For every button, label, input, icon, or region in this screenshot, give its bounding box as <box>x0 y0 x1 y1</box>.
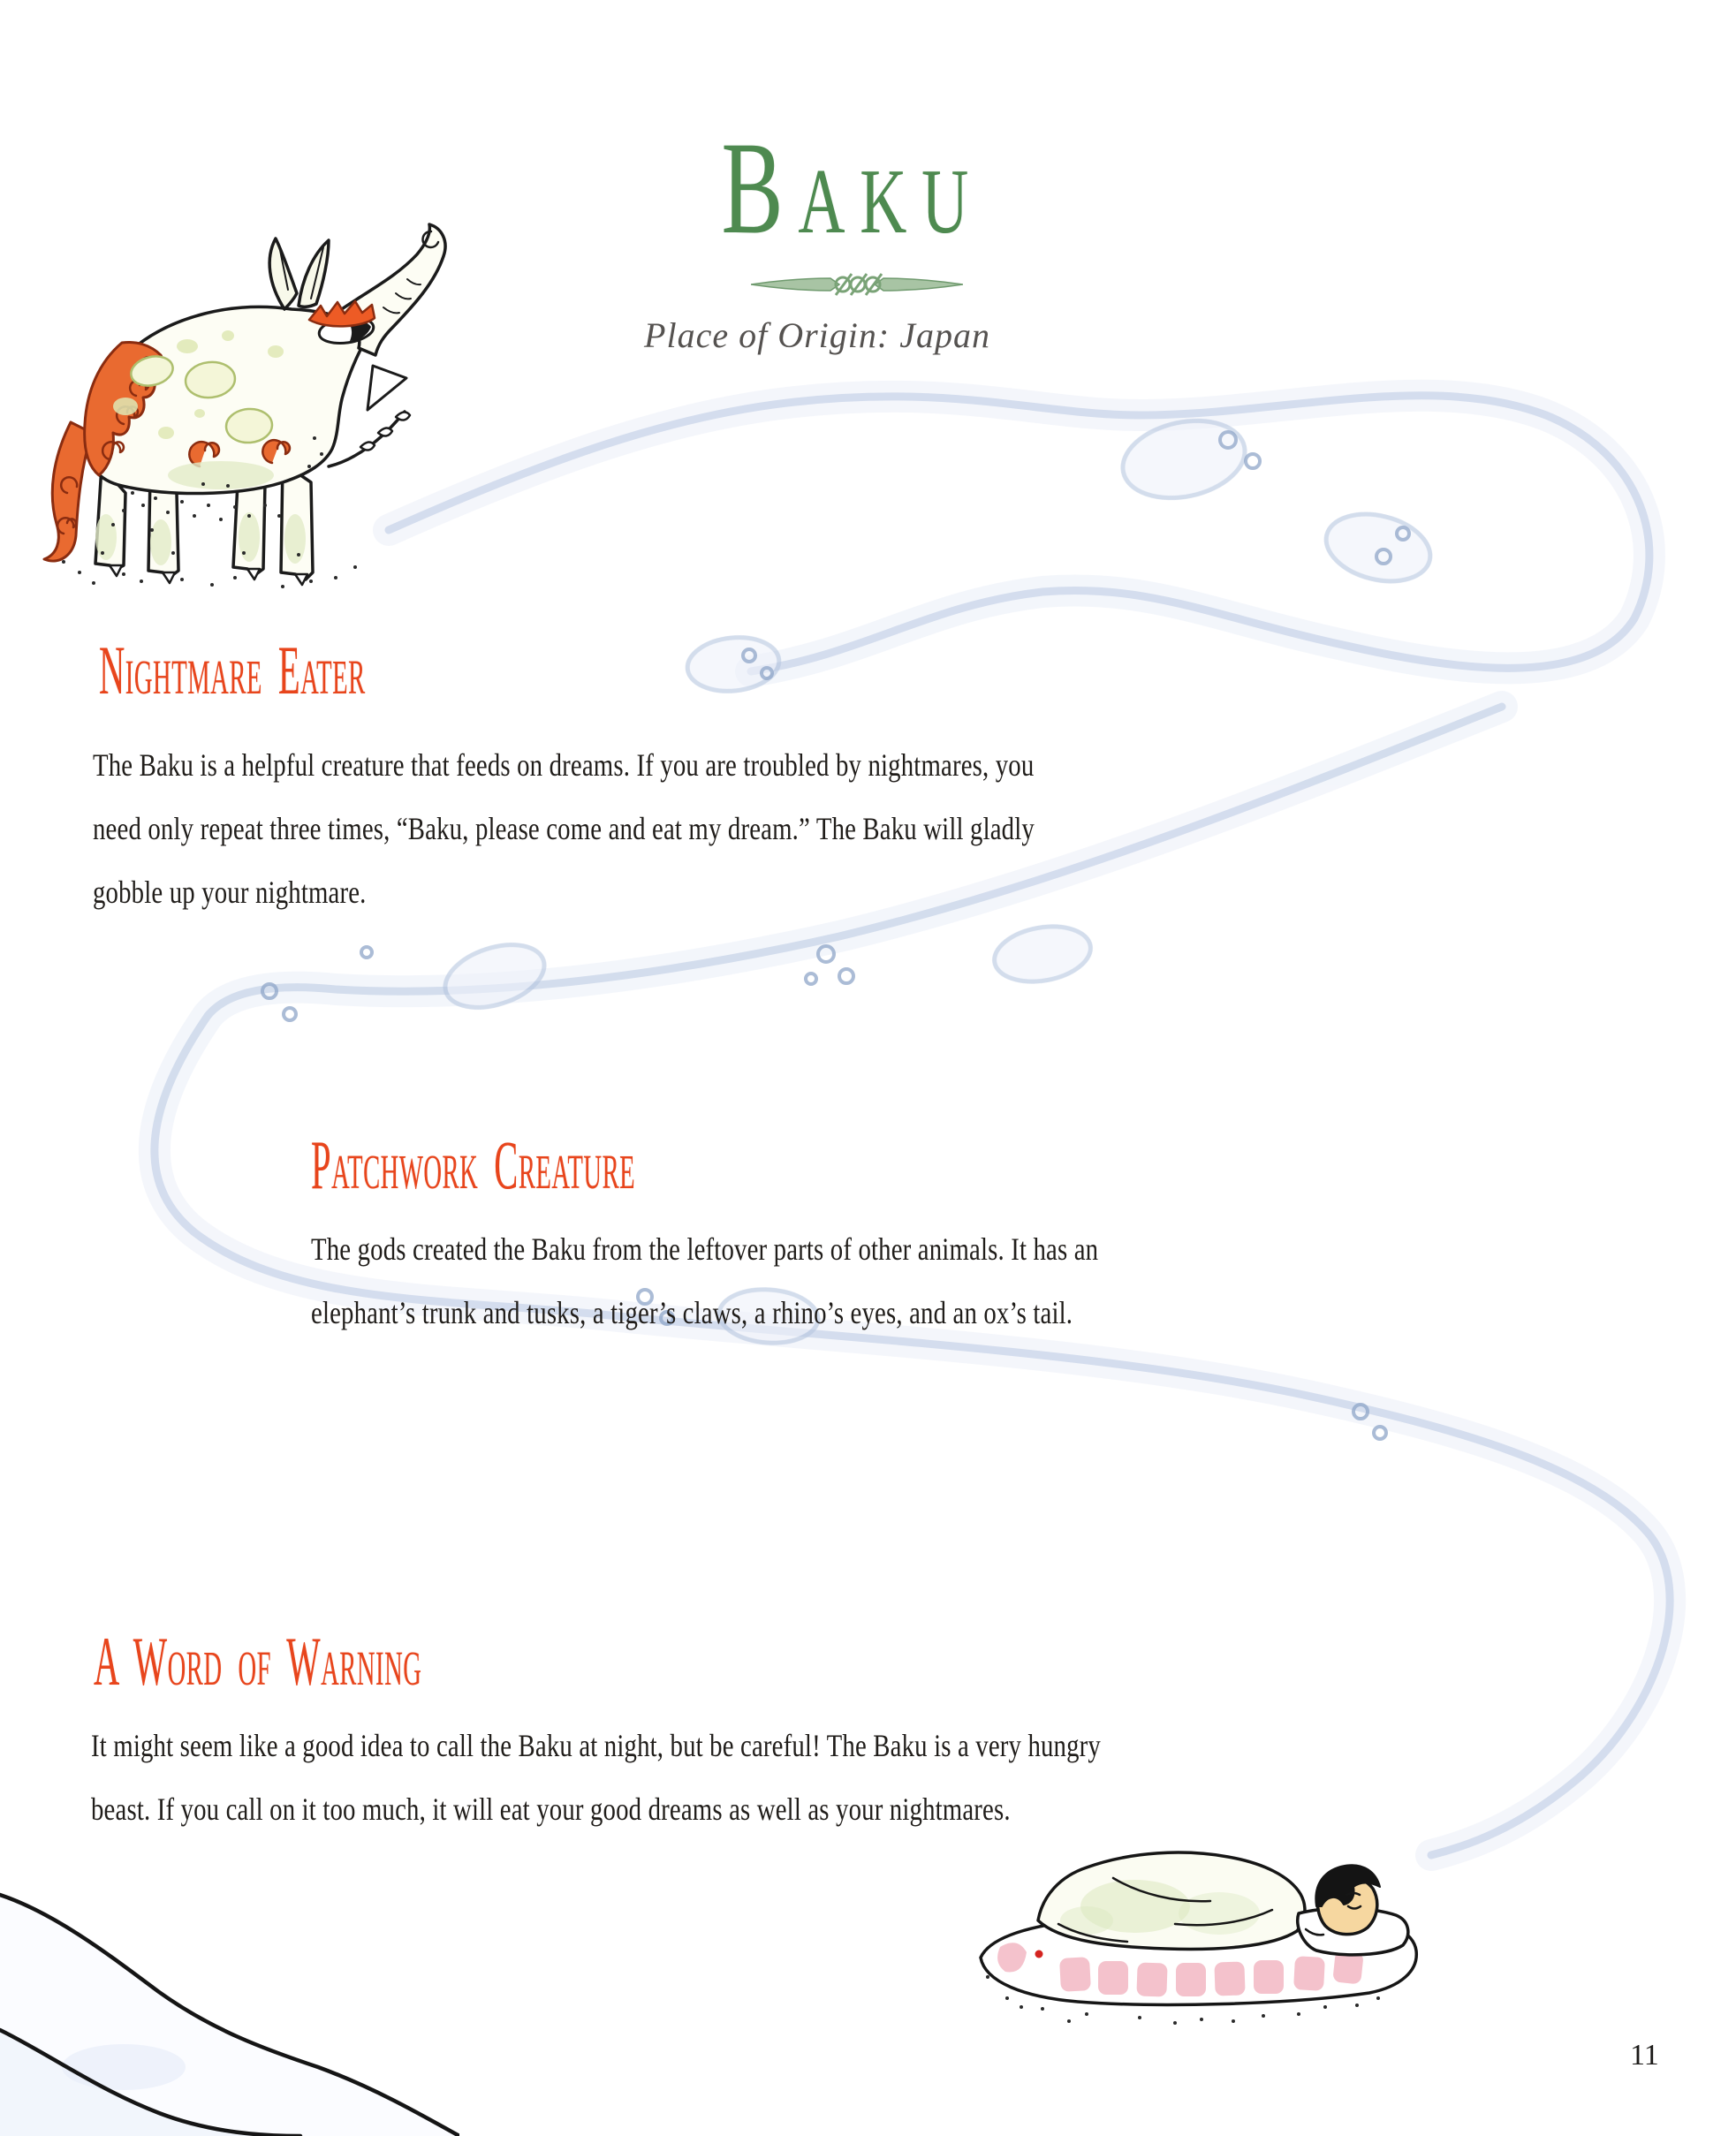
origin-block <box>0 314 1634 357</box>
section-heading: Patchwork Creature <box>311 1126 636 1203</box>
title-block <box>0 115 1705 261</box>
section-paragraph <box>311 1217 1098 1344</box>
section-paragraph <box>91 1714 1101 1841</box>
section-heading: A Word of Warning <box>94 1623 422 1700</box>
title-flourish-icon <box>751 267 963 302</box>
page-title: Baku <box>721 115 984 261</box>
paragraph-line: beast. If you call on it too much, it will eat your good dreams as well as your nightmares. <box>91 1791 1011 1827</box>
hill-illustration <box>0 1802 459 2136</box>
paragraph-line: It might seem like a good idea to call the Baku at night, but be careful! The Baku is a very hungry <box>91 1728 1101 1763</box>
paragraph-line: gobble up your nightmare. <box>93 875 367 910</box>
page-number: 11 <box>1630 2039 1659 2072</box>
baku-creature-illustration <box>18 201 459 590</box>
paragraph-line: The Baku is a helpful creature that feeds on dreams. If you are troubled by nightmares, you <box>93 747 1035 783</box>
paragraph-line: elephant’s trunk and tusks, a tiger’s claws, a rhino’s eyes, and an ox’s tail. <box>311 1295 1073 1330</box>
section-heading: Nightmare Eater <box>99 632 366 708</box>
paragraph-line: The gods created the Baku from the leftover parts of other animals. It has an <box>311 1231 1099 1267</box>
paragraph-line: need only repeat three times, “Baku, please come and eat my dream.” The Baku will gladly <box>93 811 1035 846</box>
section-paragraph <box>93 733 1035 924</box>
sleeping-child-illustration <box>954 1825 1431 2028</box>
origin-caption: Place of Origin: Japan <box>644 315 990 355</box>
